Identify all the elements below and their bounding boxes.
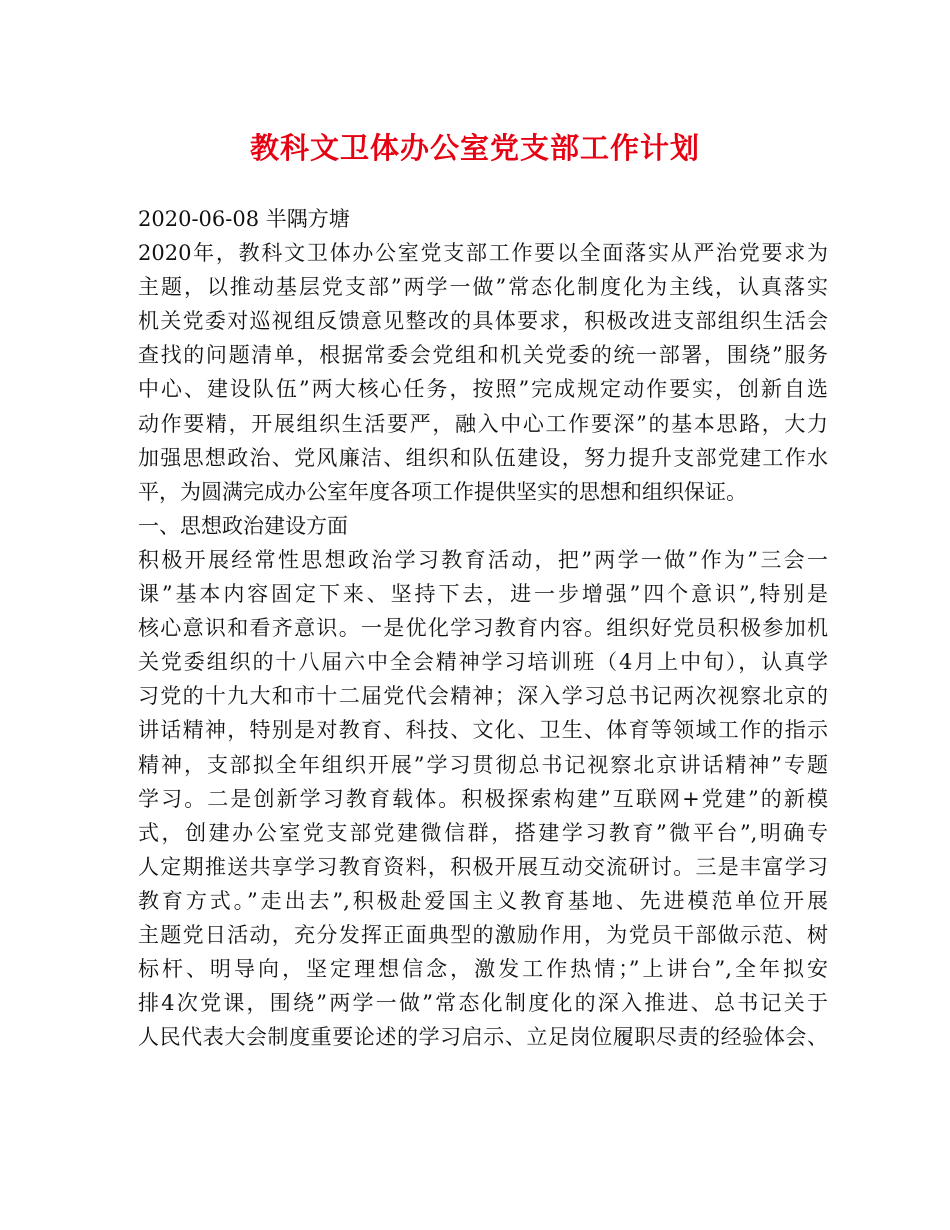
paragraph-line: 查找的问题清单，根据常委会党组和机关党委的统一部署，围绕”服务 [138,343,828,368]
paragraph-line: 积极开展经常性思想政治学习教育活动，把”两学一做”作为”三会一 [138,547,828,572]
paragraph-line: 动作要精，开展组织生活要严，融入中心工作要深”的基本思路，大力 [138,411,828,436]
paragraph-line: 习党的十九大和市十二届党代会精神；深入学习总书记两次视察北京的 [138,684,828,709]
paragraph-line: 核心意识和看齐意识。一是优化学习教育内容。组织好党员积极参加机 [138,616,828,641]
paragraph-line: 人定期推送共享学习教育资料，积极开展互动交流研讨。三是丰富学习 [138,854,828,879]
paragraph-line: 关党委组织的十八届六中全会精神学习培训班（4月上中旬），认真学 [138,650,828,675]
paragraph-line: 排4次党课，围绕”两学一做”常态化制度化的深入推进、总书记关于 [138,991,828,1016]
paragraph-line: 平，为圆满完成办公室年度各项工作提供坚实的思想和组织保证。 [138,479,747,504]
paragraph-line: 一、思想政治建设方面 [138,513,348,538]
paragraph-line: 精神，支部拟全年组织开展”学习贯彻总书记视察北京讲话精神”专题 [138,752,828,777]
paragraph-line: 加强思想政治、党风廉洁、组织和队伍建设，努力提升支部党建工作水 [138,445,828,470]
paragraph-line: 2020年，教科文卫体办公室党支部工作要以全面落实从严治党要求为 [138,241,828,266]
paragraph-line: 标杆、明导向，坚定理想信念，激发工作热情；”上讲台”,全年拟安 [138,957,828,982]
paragraph-line: 讲话精神，特别是对教育、科技、文化、卫生、体育等领域工作的指示 [138,718,828,743]
document-title: 教科文卫体办公室党支部工作计划 [249,131,700,165]
document-date-author: 2020-06-08 半隅方塘 [138,207,350,231]
paragraph-line: 教育方式。”走出去”,积极赴爱国主义教育基地、先进模范单位开展 [138,888,828,913]
paragraph-line: 中心、建设队伍”两大核心任务，按照”完成规定动作要实，创新自选 [138,377,828,402]
paragraph-line: 主题党日活动，充分发挥正面典型的激励作用，为党员干部做示范、树 [138,922,828,947]
document-body [138,202,828,1054]
paragraph-line: 式，创建办公室党支部党建微信群，搭建学习教育”微平台”,明确专 [138,820,828,845]
paragraph-line: 学习。二是创新学习教育载体。积极探索构建”互联网+党建”的新模 [138,786,828,811]
paragraph-line: 课”基本内容固定下来、坚持下去，进一步增强”四个意识”,特别是 [138,582,828,607]
paragraph-line: 机关党委对巡视组反馈意见整改的具体要求，积极改进支部组织生活会 [138,309,828,334]
paragraph-line: 人民代表大会制度重要论述的学习启示、立足岗位履职尽责的经验体会、 [138,1025,828,1050]
paragraph-line: 主题，以推动基层党支部”两学一做”常态化制度化为主线，认真落实 [138,275,828,300]
